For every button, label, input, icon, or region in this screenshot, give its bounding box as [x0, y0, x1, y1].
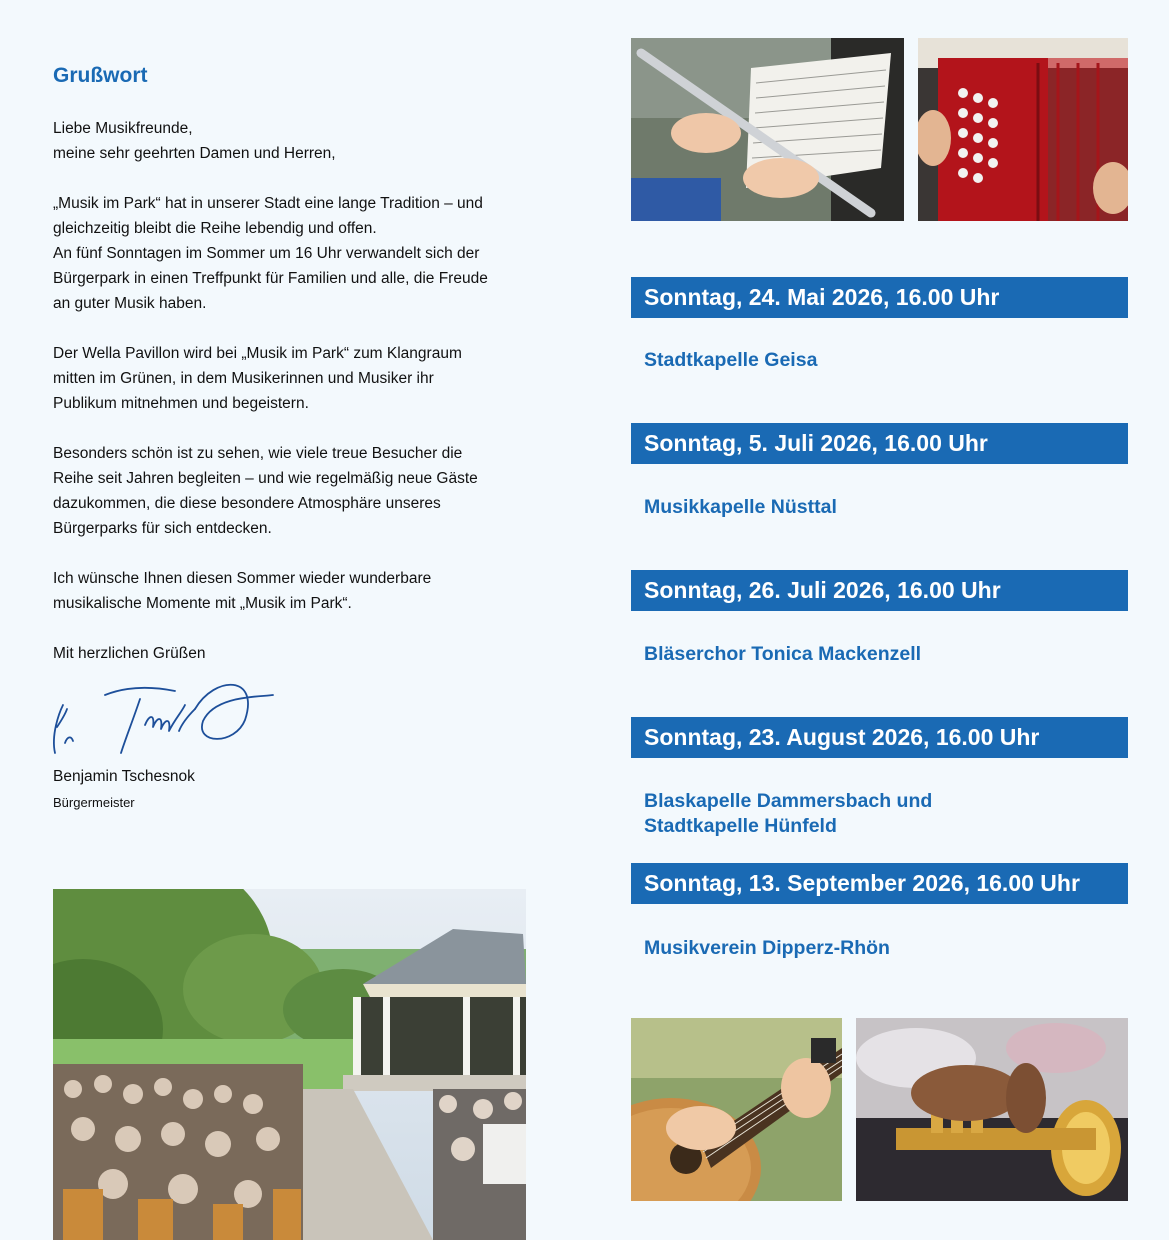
wishes-paragraph: Ich wünsche Ihnen diesen Sommer wieder wunderbare musikalische Momente mit „Musik im Park“.: [53, 570, 432, 612]
visitors-paragraph: Besonders schön ist zu sehen, wie viele treue Besucher die Reihe seit Jahren begleiten – und wie regelmäßig neue Gäste dazukommen, die diese besondere Atmosphäre unseres Bürgerparks für sich entdecken.: [53, 445, 478, 537]
accordion-photo: [918, 38, 1128, 221]
event-date-bar: Sonntag, 5. Juli 2026, 16.00 Uhr: [631, 423, 1128, 464]
trumpet-photo: [856, 1018, 1128, 1201]
event-band: Musikverein Dipperz-Rhön: [644, 937, 890, 959]
intro-paragraph: „Musik im Park“ hat in unserer Stadt eine lange Tradition – und gleichzeitig bleibt die Reihe lebendig und offen. An fünf Sonntagen im Sommer um 16 Uhr verwandelt sich der Bürgerpark in einen Treffpunkt für Familien und alle, die Freude an guter Musik haben.: [53, 195, 488, 312]
signer-role: Bürgermeister: [53, 795, 135, 810]
event-band: Musikkapelle Nüsttal: [644, 496, 837, 518]
guitar-photo: [631, 1018, 842, 1201]
salutation-paragraph: Liebe Musikfreunde, meine sehr geehrten Damen und Herren,: [53, 120, 336, 162]
event-band: Stadtkapelle Geisa: [644, 349, 818, 371]
signer-name: Benjamin Tschesnok: [53, 768, 195, 785]
pavilion-concert-photo: [53, 889, 526, 1240]
event-date-bar: Sonntag, 24. Mai 2026, 16.00 Uhr: [631, 277, 1128, 318]
closing-paragraph: Mit herzlichen Grüßen: [53, 645, 206, 662]
page-title: Grußwort: [53, 64, 148, 87]
event-band: Bläserchor Tonica Mackenzell: [644, 643, 922, 665]
event-date-bar: Sonntag, 23. August 2026, 16.00 Uhr: [631, 717, 1128, 758]
event-band: Blaskapelle Dammersbach und Stadtkapelle Hünfeld: [644, 790, 933, 837]
pavilion-paragraph: Der Wella Pavillon wird bei „Musik im Park“ zum Klangraum mitten im Grünen, in dem Musikerinnen und Musiker ihr Publikum mitnehmen und begeistern.: [53, 345, 462, 412]
event-date-bar: Sonntag, 13. September 2026, 16.00 Uhr: [631, 863, 1128, 904]
event-date-bar: Sonntag, 26. Juli 2026, 16.00 Uhr: [631, 570, 1128, 611]
flute-photo: [631, 38, 904, 221]
signature-image: [45, 665, 280, 765]
